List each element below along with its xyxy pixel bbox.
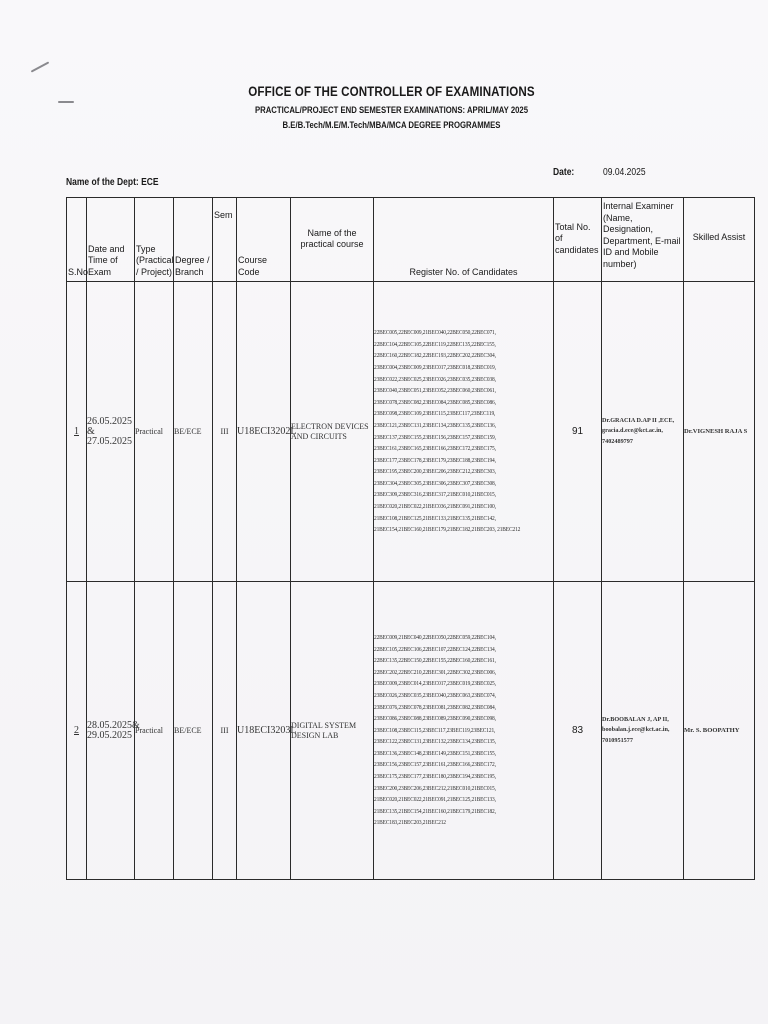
table-header-row bbox=[67, 198, 755, 282]
register-line: 22BEC202,22BEC210,22BEC301,22BEC302,23BEC006, bbox=[374, 668, 496, 676]
document-header bbox=[0, 84, 768, 130]
col-header-degree: Degree / Branch bbox=[174, 198, 213, 282]
col-header-examiner: Internal Examiner (Name, Designation, Department, E-mail ID and Mobile number) bbox=[602, 198, 684, 282]
row-sno: 2 bbox=[74, 724, 79, 736]
row-total: 91 bbox=[554, 282, 602, 582]
row-degree: BE/ECE bbox=[174, 282, 213, 582]
row-sno: 1 bbox=[74, 425, 79, 437]
register-line: 21BEC108,21BEC125,21BEC133,21BEC135,21BEC142, bbox=[374, 514, 496, 522]
exam-subtitle: PRACTICAL/PROJECT END SEMESTER EXAMINATIONS: APRIL/MAY 2025 bbox=[254, 105, 529, 115]
examiner-details bbox=[602, 416, 683, 448]
col-header-date: Date and Time of Exam bbox=[87, 198, 135, 282]
register-line: 23BEC137,23BEC155,23BEC156,23BEC157,23BEC159, bbox=[374, 433, 496, 441]
register-line: 23BEC200,23BEC206,23BEC212,21BEC010,21BEC015, bbox=[374, 784, 496, 792]
row-date: 28.05.2025& 29.05.2025 bbox=[87, 582, 135, 880]
register-line: 23BEC195,23BEC200,23BEC206,23BEC212,23BEC303, bbox=[374, 468, 496, 476]
register-line: 22BEC009,21BEC040,22BEC050,22BEC059,22BEC104, bbox=[374, 633, 496, 641]
register-line: 22BEC105,22BEC106,22BEC107,22BEC124,22BEC134, bbox=[374, 645, 496, 653]
row-course-code: U18ECI3202L bbox=[237, 282, 291, 582]
dept-name: Name of the Dept: ECE bbox=[66, 177, 159, 188]
register-line: 22BEC160,22BEC182,22BEC193,22BEC202,22BEC304, bbox=[374, 352, 496, 360]
register-line: 23BEC108,23BEC115,23BEC117,23BEC119,23BEC121, bbox=[374, 726, 496, 734]
row-register-numbers bbox=[374, 582, 554, 880]
examiner-details bbox=[602, 715, 683, 747]
examiner-line: gracia.d.ece@kct.ac.in, bbox=[602, 427, 663, 435]
row-sem: III bbox=[213, 282, 237, 582]
col-header-skilled: Skilled Assist bbox=[684, 198, 755, 282]
row-skilled-assist: Mr. S. BOOPATHY bbox=[684, 582, 755, 880]
register-line: 21BEC183,21BEC203,21BEC212 bbox=[374, 819, 446, 827]
register-line: 23BEC177,23BEC178,23BEC179,23BEC188,23BEC194, bbox=[374, 456, 496, 464]
row-skilled-assist: Dr.VIGNESH RAJA S bbox=[684, 282, 755, 582]
register-line: 23BEC078,23BEC082,23BEC084,23BEC085,23BEC086, bbox=[374, 398, 496, 406]
register-line: 21BEC154,21BEC160,21BEC179,21BEC182,21BEC203, 21BEC212 bbox=[374, 526, 521, 534]
register-line: 21BEC135,21BEC154,21BEC160,21BEC179,21BEC182, bbox=[374, 807, 496, 815]
register-line: 21BEC020,21BEC022,21BEC036,21BEC091,21BEC100, bbox=[374, 503, 496, 511]
col-header-type: Type (Practical / Project) bbox=[135, 198, 174, 282]
register-line: 23BEC022,23BEC025,23BEC026,23BEC035,23BEC038, bbox=[374, 375, 496, 383]
register-line: 23BEC309,23BEC316,23BEC317,21BEC010,21BEC015, bbox=[374, 491, 496, 499]
row-examiner bbox=[602, 582, 684, 880]
col-header-code: Course Code bbox=[237, 198, 291, 282]
row-degree: BE/ECE bbox=[174, 582, 213, 880]
register-line: 23BEC098,23BEC109,23BEC115,23BEC117,23BEC119, bbox=[374, 410, 496, 418]
table-row bbox=[67, 582, 755, 880]
register-line: 23BEC026,23BEC035,23BEC040,23BEC063,23BEC074, bbox=[374, 691, 496, 699]
register-line: 23BEC175,23BEC177,23BEC180,23BEC194,23BEC195, bbox=[374, 773, 496, 781]
register-line: 21BEC020,21BEC022,21BEC091,21BEC125,21BEC133, bbox=[374, 796, 496, 804]
row-type: Practical bbox=[135, 282, 174, 582]
examiner-line: Dr.BOOBALAN J, AP II, bbox=[602, 715, 669, 723]
col-header-sem: Sem bbox=[213, 198, 237, 282]
col-header-register: Register No. of Candidates bbox=[374, 198, 554, 282]
register-line: 23BEC040,23BEC051,23BEC052,23BEC060,23BEC061, bbox=[374, 387, 496, 395]
date-value: 09.04.2025 bbox=[603, 167, 646, 178]
row-course-name: DIGITAL SYSTEM DESIGN LAB bbox=[291, 582, 374, 880]
register-line: 23BEC076,23BEC078,23BEC081,23BEC082,23BEC084, bbox=[374, 703, 496, 711]
register-line: 23BEC156,23BEC157,23BEC161,23BEC166,23BEC172, bbox=[374, 761, 496, 769]
pen-mark bbox=[31, 61, 50, 72]
register-line: 23BEC009,23BEC014,23BEC017,23BEC019,23BEC025, bbox=[374, 680, 496, 688]
register-line: 23BEC122,23BEC131,23BEC132,23BEC134,23BEC135, bbox=[374, 738, 496, 746]
col-header-course: Name of the practical course bbox=[291, 198, 374, 282]
row-examiner bbox=[602, 282, 684, 582]
col-header-total: Total No. of candidates bbox=[554, 198, 602, 282]
office-title: OFFICE OF THE CONTROLLER OF EXAMINATIONS bbox=[248, 84, 535, 99]
row-course-code: U18ECI3203L bbox=[237, 582, 291, 880]
register-line: 22BEC005,22BEC009,21BEC040,22BEC050,22BEC071, bbox=[374, 329, 496, 337]
register-line: 22BEC104,22BEC105,22BEC119,22BEC135,22BEC155, bbox=[374, 340, 496, 348]
row-date: 26.05.2025 & 27.05.2025 bbox=[87, 282, 135, 582]
row-sem: III bbox=[213, 582, 237, 880]
table-row bbox=[67, 282, 755, 582]
col-header-sno: S.No bbox=[67, 198, 87, 282]
register-line: 22BEC135,22BEC150,22BEC155,22BEC160,22BEC161, bbox=[374, 657, 496, 665]
examiner-line: Dr.GRACIA D.AP II ,ECE, bbox=[602, 416, 675, 424]
date-label: Date: bbox=[553, 167, 575, 178]
examiner-line: 7402489797 bbox=[602, 437, 633, 445]
register-list bbox=[374, 327, 553, 536]
register-line: 23BEC304,23BEC305,23BEC306,23BEC307,23BEC308, bbox=[374, 479, 496, 487]
register-line: 23BEC161,23BEC165,23BEC166,23BEC172,23BEC175, bbox=[374, 445, 496, 453]
programmes-line: B.E/B.Tech/M.E/M.Tech/MBA/MCA DEGREE PROGRAMMES bbox=[282, 120, 501, 130]
row-total: 83 bbox=[554, 582, 602, 880]
row-course-name: ELECTRON DEVICES AND CIRCUITS bbox=[291, 282, 374, 582]
register-list bbox=[374, 632, 553, 829]
register-line: 23BEC004,23BEC009,23BEC017,23BEC018,23BEC019, bbox=[374, 363, 496, 371]
exam-schedule-table bbox=[66, 197, 755, 880]
register-line: 23BEC121,23BEC131,23BEC134,23BEC135,23BEC136, bbox=[374, 421, 496, 429]
row-type: Practical bbox=[135, 582, 174, 880]
register-line: 23BEC136,23BEC148,23BEC149,23BEC151,23BEC155, bbox=[374, 749, 496, 757]
examiner-line: 7010951577 bbox=[602, 736, 633, 744]
register-line: 23BEC086,23BEC088,23BEC089,23BEC090,23BEC098, bbox=[374, 715, 496, 723]
row-register-numbers bbox=[374, 282, 554, 582]
examiner-line: boobalan.j.ece@kct.ac.in, bbox=[602, 726, 670, 734]
